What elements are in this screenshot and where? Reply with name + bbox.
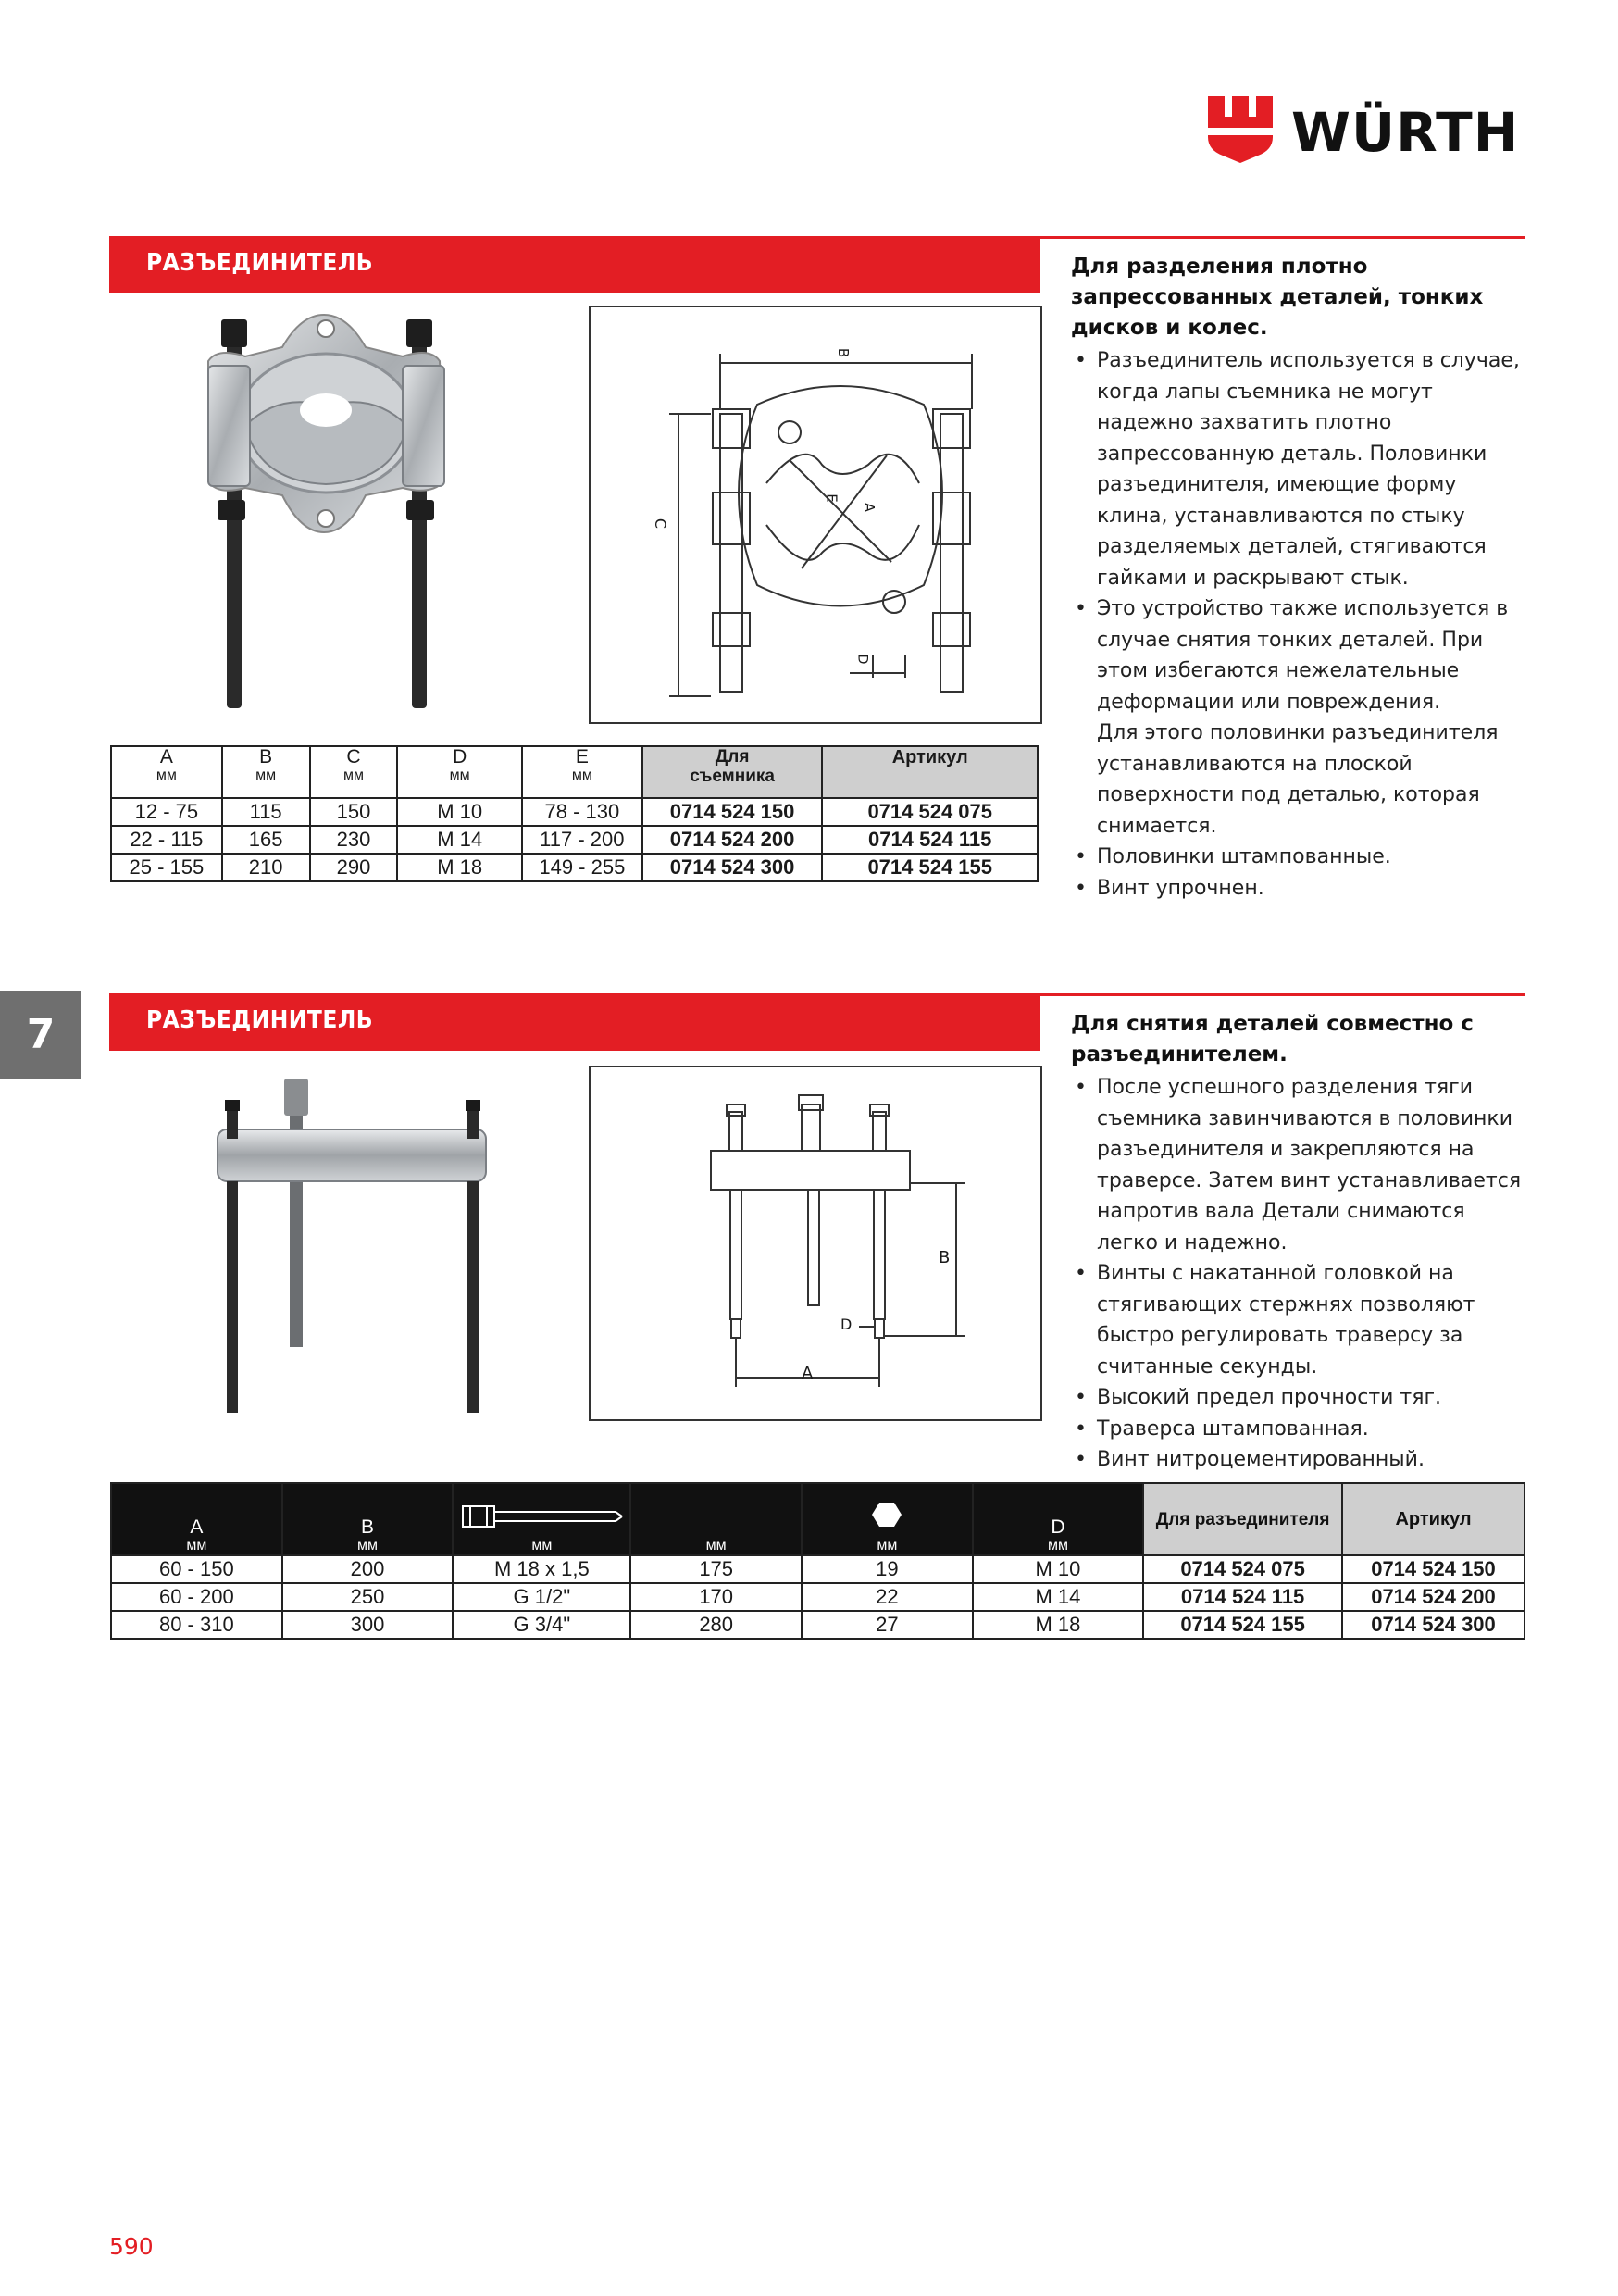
section1-bullet: • Винт упрочнен.: [1075, 876, 1264, 900]
table-header: Артикул: [1342, 1483, 1525, 1555]
section1-bullet: • Разъединитель используется в случае, когда лапы съемника не могут надежно захватить плотно запрессованную деталь. Половинки разъединителя, имеющие форму клина, устанавливаются по стыку разделяемых деталей, стягиваются гайками и раскрывают стык.: [1075, 349, 1520, 590]
table-cell: 165: [222, 826, 310, 854]
section2-bullet: • После успешного разделения тяги съемника завинчиваются в половинки разъединителя и закрепляются на траверсе. Затем винт устанавливается напротив вала Детали снимаются легко и надежно.: [1075, 1076, 1522, 1254]
table-cell: 0714 524 115: [822, 826, 1038, 854]
table-header-row: [111, 746, 1038, 798]
page-number: 590: [109, 2233, 154, 2260]
section2-title: РАЗЪЕДИНИТЕЛЬ: [146, 1006, 374, 1034]
section2-bullet: • Винты с накатанной головкой на стягивающих стержнях позволяют быстро регулировать траверсу за считанные секунды.: [1075, 1262, 1475, 1379]
table-header: A мм: [111, 746, 222, 798]
table-cell: G 1/2": [453, 1583, 630, 1611]
table-cell: M 14: [397, 826, 522, 854]
table-cell: 78 - 130: [522, 798, 642, 826]
section1-bullet: • Половинки штампованные.: [1075, 845, 1391, 868]
table-cell: 27: [802, 1611, 973, 1639]
table-header: Для разъединителя: [1143, 1483, 1342, 1555]
table-row: [111, 798, 1038, 826]
table-cell: 22 - 115: [111, 826, 222, 854]
drawing1-label-b: B: [835, 347, 853, 358]
table-header: D мм: [397, 746, 522, 798]
table-cell: 280: [630, 1611, 802, 1639]
section1-header: [109, 236, 1040, 293]
table-cell: M 18 x 1,5: [453, 1555, 630, 1583]
table-cell: 80 - 310: [111, 1611, 282, 1639]
section2-heading: Для снятия деталей совместно с разъединителем.: [1071, 1012, 1474, 1067]
table-cell: 150: [310, 798, 398, 826]
table-header: мм: [453, 1483, 630, 1555]
table-cell: 0714 524 300: [642, 854, 823, 881]
hexagon-icon: [871, 1501, 902, 1529]
table-cell: M 10: [973, 1555, 1144, 1583]
section1-bullet: • Это устройство также используется в случае снятия тонких деталей. При этом избегаются нежелательные деформации или повреждения.: [1075, 597, 1509, 714]
table-cell: 0714 524 200: [642, 826, 823, 854]
table-header: Артикул: [822, 746, 1038, 798]
table-header: C мм: [310, 746, 398, 798]
table-header: мм: [802, 1483, 973, 1555]
table-cell: 0714 524 155: [822, 854, 1038, 881]
table-cell: 60 - 200: [111, 1583, 282, 1611]
drawing1-label-d: D: [854, 654, 870, 665]
table-header: B мм: [282, 1483, 454, 1555]
drawing2-label-a: A: [802, 1364, 814, 1383]
table-header-row: [111, 1483, 1525, 1555]
section2-rule: [1040, 993, 1525, 996]
table-cell: 12 - 75: [111, 798, 222, 826]
table-cell: 0714 524 200: [1342, 1583, 1525, 1611]
drawing2-label-b: B: [939, 1248, 951, 1267]
table-header: E мм: [522, 746, 642, 798]
section2-spec-table: [110, 1482, 1525, 1640]
table-cell: G 3/4": [453, 1611, 630, 1639]
section1-rule: [1040, 236, 1525, 239]
table-header: A мм: [111, 1483, 282, 1555]
table-cell: M 14: [973, 1583, 1144, 1611]
table-cell: 60 - 150: [111, 1555, 282, 1583]
section2-description: [1071, 1009, 1525, 1476]
table-header: Для съемника: [642, 746, 823, 798]
table-cell: 117 - 200: [522, 826, 642, 854]
table-cell: 250: [282, 1583, 454, 1611]
section1-title: РАЗЪЕДИНИТЕЛЬ: [146, 249, 374, 277]
table-cell: 175: [630, 1555, 802, 1583]
table-cell: 0714 524 115: [1143, 1583, 1342, 1611]
section2-bullet: • Винт нитроцементированный.: [1075, 1448, 1425, 1471]
table-row: [111, 1555, 1525, 1583]
section2-bullet: • Высокий предел прочности тяг.: [1075, 1386, 1442, 1409]
table-cell: 170: [630, 1583, 802, 1611]
separator-photo: [180, 310, 467, 718]
table-cell: 25 - 155: [111, 854, 222, 881]
table-cell: 0714 524 075: [822, 798, 1038, 826]
table-cell: 115: [222, 798, 310, 826]
traverse-photo: [199, 1074, 495, 1426]
table-cell: 200: [282, 1555, 454, 1583]
wurth-logo: [1208, 96, 1527, 170]
wurth-wordmark: WÜRTH: [1291, 101, 1520, 164]
traverse-drawing: [589, 1066, 1042, 1421]
drawing2-label-d: D: [840, 1316, 853, 1333]
table-cell: M 10: [397, 798, 522, 826]
table-cell: 230: [310, 826, 398, 854]
table-row: [111, 1611, 1525, 1639]
table-cell: 0714 524 155: [1143, 1611, 1342, 1639]
table-cell: 0714 524 075: [1143, 1555, 1342, 1583]
table-row: [111, 826, 1038, 854]
table-header: D мм: [973, 1483, 1144, 1555]
table-cell: M 18: [973, 1611, 1144, 1639]
section2-header: [109, 993, 1040, 1051]
table-cell: 22: [802, 1583, 973, 1611]
section2-bullet: • Траверса штампованная.: [1075, 1416, 1369, 1441]
chapter-tab: 7: [0, 991, 81, 1079]
section1-description: [1071, 252, 1525, 904]
table-header: мм: [630, 1483, 802, 1555]
table-cell: 19: [802, 1555, 973, 1583]
section1-bullet-continuation: Для этого половинки разъединителя устанавливаются на плоской поверхности под деталью, которая снимается.: [1097, 721, 1499, 838]
table-cell: 0714 524 150: [1342, 1555, 1525, 1583]
separator-drawing: [589, 306, 1042, 724]
drawing1-label-e: E: [823, 493, 840, 503]
table-cell: M 18: [397, 854, 522, 881]
section1-heading: Для разделения плотно запрессованных деталей, тонких дисков и колес.: [1071, 255, 1484, 340]
table-cell: 149 - 255: [522, 854, 642, 881]
drawing1-label-c: C: [652, 518, 670, 530]
wurth-logo-mark: [1208, 96, 1273, 163]
section1-spec-table: [110, 745, 1039, 882]
table-header: B мм: [222, 746, 310, 798]
table-row: [111, 1583, 1525, 1611]
table-cell: 0714 524 150: [642, 798, 823, 826]
table-cell: 300: [282, 1611, 454, 1639]
table-cell: 210: [222, 854, 310, 881]
table-cell: 290: [310, 854, 398, 881]
drawing1-label-a: A: [861, 502, 878, 513]
table-cell: 0714 524 300: [1342, 1611, 1525, 1639]
table-row: [111, 854, 1038, 881]
bolt-icon: [454, 1501, 629, 1532]
